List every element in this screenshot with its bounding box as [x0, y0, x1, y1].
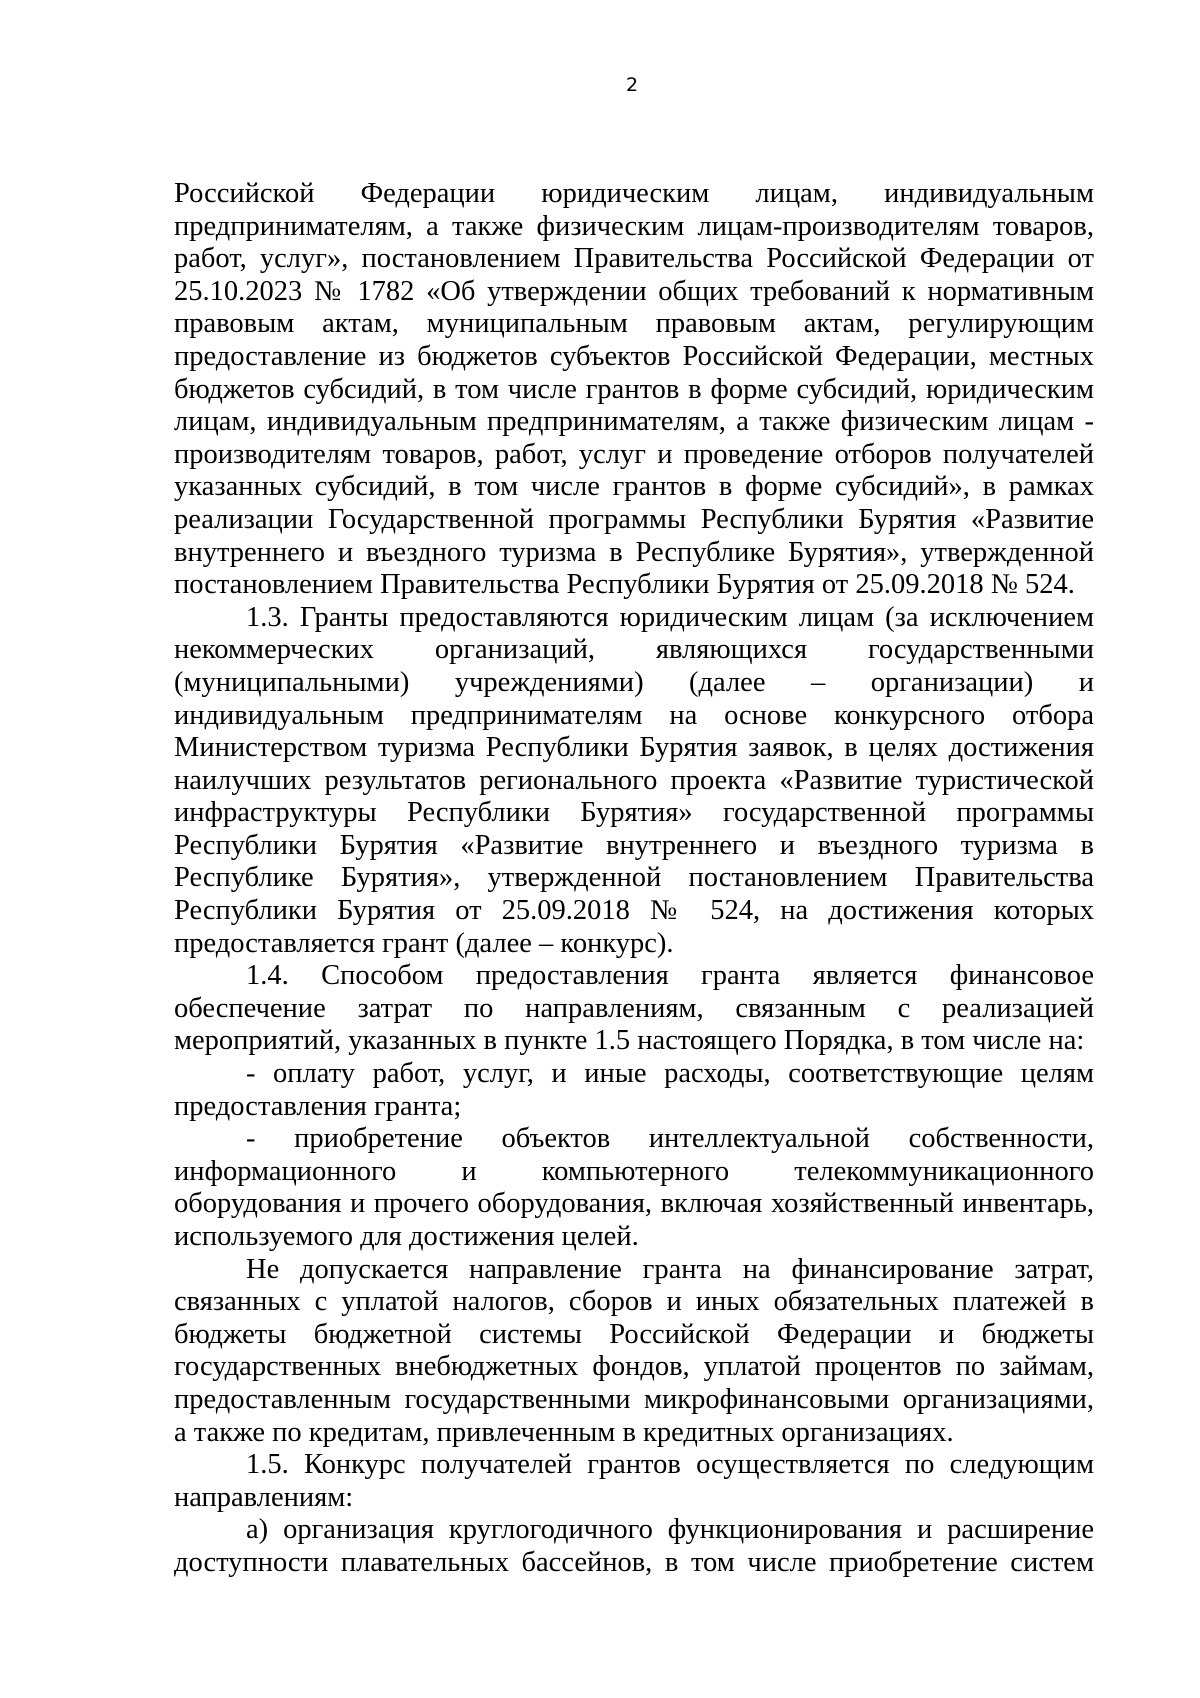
paragraph-1-4: 1.4. Способом предоставления гранта является финансовое обеспечение затрат по направлениям, связанным с реализацией мероприятий, указанных в пункте 1.5 настоящего Порядка, в том числе на:: [174, 960, 1094, 1057]
page-number: 2: [625, 74, 639, 96]
list-item-acquisition: - приобретение объектов интеллектуальной собственности, информационного и компьютерного телекоммуникационного оборудования и прочего оборудования, включая хозяйственный инвентарь, используемого для достижения целей.: [174, 1123, 1094, 1252]
list-item-payment: - оплату работ, услуг, и иные расходы, соответствующие целям предоставления гранта;: [174, 1058, 1094, 1122]
paragraph-1-5-a: а) организация круглогодичного функционирования и расширение доступности плавательных бассейнов, в том числе приобретение систем: [174, 1514, 1094, 1578]
paragraph-restrictions: Не допускается направление гранта на финансирование затрат, связанных с уплатой налогов, сборов и иных обязательных платежей в бюджеты бюджетной системы Российской Федерации и бюджеты государственных внебюджетных фондов, уплатой процентов по займам, предоставленным государственными микрофинансовыми организациями, а также по кредитам, привлеченным в кредитных организациях.: [174, 1253, 1094, 1448]
paragraph-1-3: 1.3. Гранты предоставляются юридическим лицам (за исключением некоммерческих организаций, являющихся государственными (муниципальными) учреждениями) (далее – организации) и индивидуальным предпринимателям на основе конкурсного отбора Министерством туризма Республики Бурятия заявок, в целях достижения наилучших результатов регионального проекта «Развитие туристической инфраструктуры Республики Бурятия» государственной программы Республики Бурятия «Развитие внутреннего и въездного туризма в Республике Бурятия», утвержденной постановлением Правительства Республики Бурятия от 25.09.2018 № 524, на достижения которых предоставляется грант (далее – конкурс).: [174, 601, 1094, 959]
paragraph-intro-continuation: Российской Федерации юридическим лицам, индивидуальным предпринимателям, а также физическим лицам-производителям товаров, работ, услуг», постановлением Правительства Российской Федерации от 25.10.2023 № 1782 «Об утверждении общих требований к нормативным правовым актам, муниципальным правовым актам, регулирующим предоставление из бюджетов субъектов Российской Федерации, местных бюджетов субсидий, в том числе грантов в форме субсидий, юридическим лицам, индивидуальным предпринимателям, а также физическим лицам - производителям товаров, работ, услуг и проведение отборов получателей указанных субсидий, в том числе грантов в форме субсидий», в рамках реализации Государственной программы Республики Бурятия «Развитие внутреннего и въездного туризма в Республике Бурятия», утвержденной постановлением Правительства Республики Бурятия от 25.09.2018 № 524.: [174, 178, 1094, 601]
paragraph-1-5: 1.5. Конкурс получателей грантов осуществляется по следующим направлениям:: [174, 1449, 1094, 1513]
document-body: [174, 178, 1094, 1580]
